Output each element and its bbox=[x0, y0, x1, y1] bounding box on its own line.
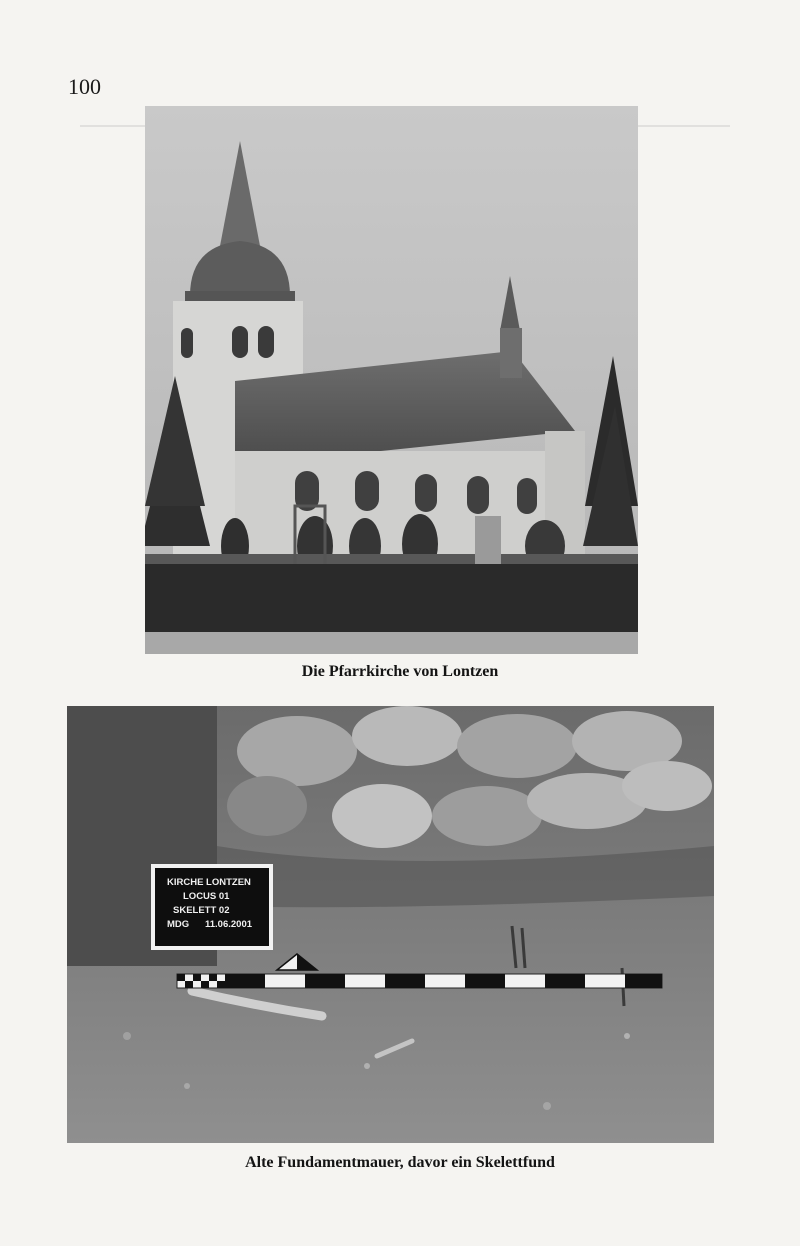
church-photo-image bbox=[145, 106, 638, 654]
page-number: 100 bbox=[68, 74, 101, 99]
sign-line-date: MDG 11.06.2001 bbox=[167, 919, 253, 930]
excavation-photo bbox=[67, 706, 714, 1143]
church-photo bbox=[145, 106, 638, 654]
church-photo-caption: Die Pfarrkirche von Lontzen bbox=[301, 663, 499, 680]
sign-line-skeleton: SKELETT 02 bbox=[173, 905, 230, 916]
site-label-sign bbox=[151, 864, 273, 950]
sign-line-site: KIRCHE LONTZEN bbox=[167, 877, 251, 888]
sign-line-locus: LOCUS 01 bbox=[183, 891, 230, 902]
excavation-photo-caption: Alte Fundamentmauer, davor ein Skelettfund bbox=[245, 1154, 555, 1171]
